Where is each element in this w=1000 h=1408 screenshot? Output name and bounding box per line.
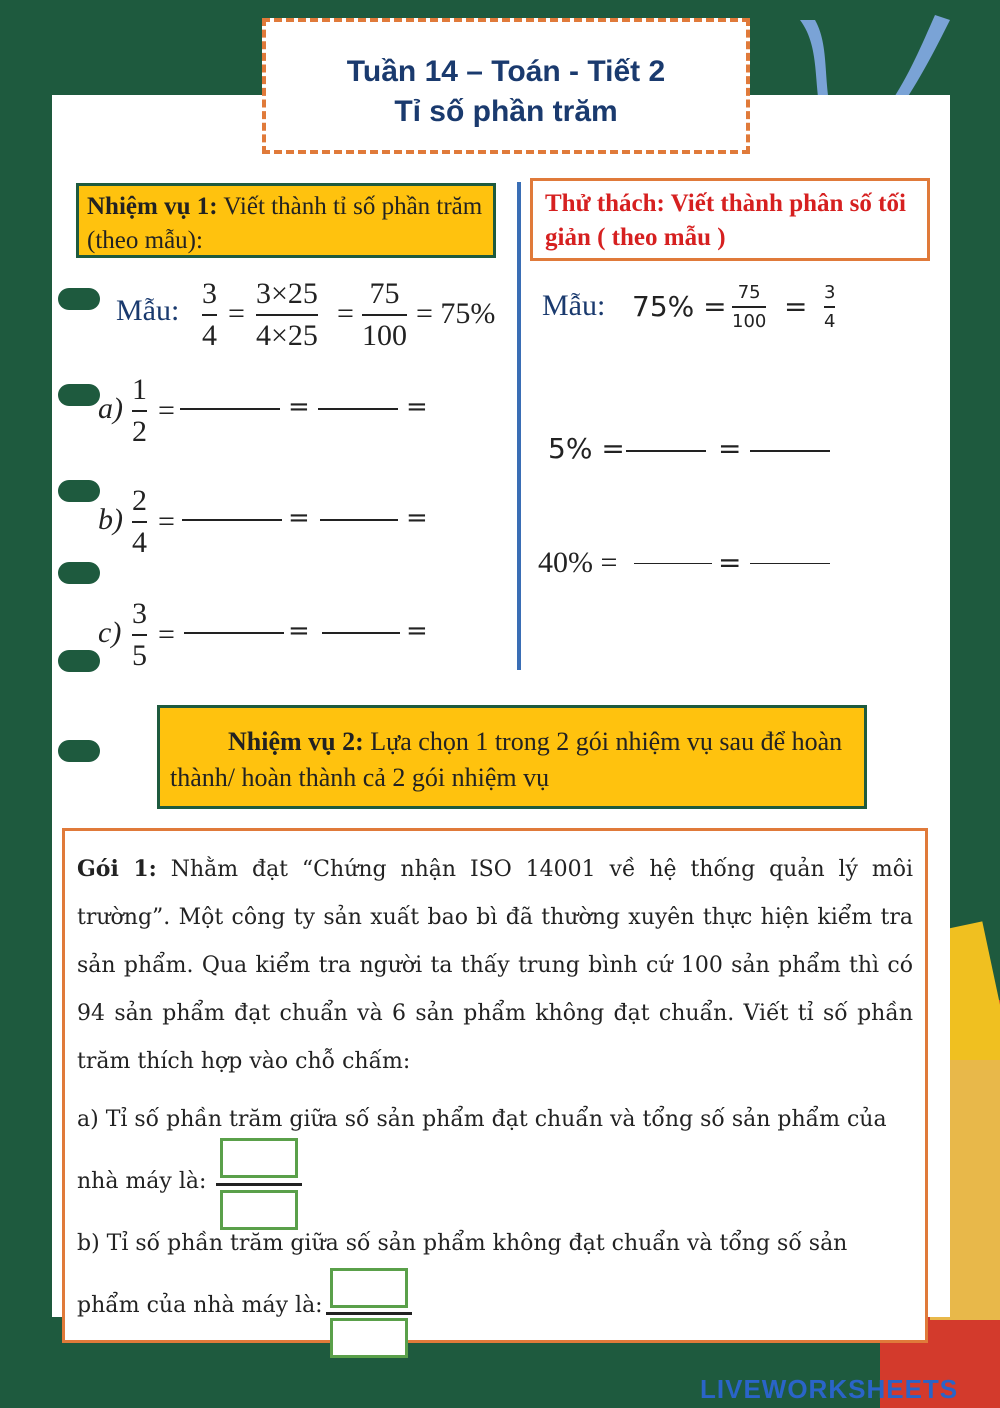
title-line-2: Tỉ số phần trăm (394, 95, 618, 128)
task2-instruction: Lựa chọn 1 trong 2 gói nhiệm vụ sau để hoàn thành/ hoàn thành cả 2 gói nhiệm vụ (170, 727, 843, 792)
challenge-text: Thử thách: Viết thành phân số tối giản ( theo mẫu ) (545, 190, 906, 251)
question-a-line2: nhà máy là: (77, 1169, 207, 1194)
watermark-logo: LIVEWORKSHEETS (700, 1374, 959, 1404)
package1-heading: Gói 1: (77, 856, 157, 882)
example-fraction-1 (202, 277, 217, 353)
challenge-40-percent: 40% = (538, 546, 618, 579)
challenge-example-label: Mẫu: (542, 289, 606, 322)
example-result: = 75% (416, 297, 496, 330)
answer-blank[interactable] (750, 450, 830, 452)
answer-blank[interactable] (750, 563, 830, 564)
fraction-denominator: 4×25 (256, 319, 318, 352)
fraction-numerator: 3 (132, 597, 147, 630)
equals-sign: = (288, 503, 310, 533)
question-a-line1: a) Tỉ số phần trăm giữa số sản phẩm đạt chuẩn và tổng số sản phẩm của (77, 1107, 887, 1132)
fraction-numerator: 3 (824, 282, 836, 303)
binder-hole (58, 288, 100, 310)
exercise-b-label: b) (98, 503, 123, 536)
question-b-line1: b) Tỉ số phần trăm giữa số sản phẩm không đạt chuẩn và tổng số sản (77, 1231, 848, 1256)
answer-blank[interactable] (180, 408, 280, 410)
fraction-numerator: 3 (202, 277, 217, 310)
equals-sign: = (158, 618, 175, 651)
exercise-a-fraction (132, 373, 147, 449)
equals-sign: = (406, 503, 428, 533)
answer-a-fraction-bar (216, 1183, 302, 1186)
fraction-numerator: 75 (737, 282, 761, 303)
answer-b-denominator-box[interactable] (330, 1318, 408, 1358)
package1-box (62, 828, 928, 1343)
answer-b-numerator-box[interactable] (330, 1268, 408, 1308)
answer-blank[interactable] (182, 519, 282, 521)
equals-sign: = (784, 290, 808, 323)
fraction-numerator: 3×25 (256, 277, 318, 310)
challenge-5-percent: 5% = (548, 432, 625, 465)
equals-sign: = (158, 505, 175, 538)
answer-blank[interactable] (626, 450, 706, 452)
answer-blank[interactable] (318, 408, 398, 410)
fraction-denominator: 5 (132, 639, 147, 672)
equals-sign: = (337, 297, 354, 330)
answer-blank[interactable] (320, 519, 398, 521)
challenge-example-fraction-2 (824, 282, 835, 332)
task1-instruction: Viết thành tỉ số phần trăm (theo mẫu): (87, 193, 483, 254)
fraction-denominator: 100 (732, 311, 767, 332)
challenge-example-percent: 75% = (632, 290, 727, 323)
answer-blank[interactable] (634, 563, 712, 564)
exercise-b-fraction (132, 484, 147, 560)
binder-hole (58, 562, 100, 584)
equals-sign: = (288, 392, 310, 422)
example-fraction-3 (362, 277, 407, 353)
answer-a-numerator-box[interactable] (220, 1138, 298, 1178)
fraction-numerator: 2 (132, 484, 147, 517)
binder-hole (58, 384, 100, 406)
challenge-example-fraction-1 (732, 282, 766, 332)
equals-sign: = (288, 616, 310, 646)
binder-hole (58, 650, 100, 672)
example-label: Mẫu: (116, 294, 180, 327)
example-fraction-2 (256, 277, 318, 353)
task1-box (76, 183, 496, 258)
equals-sign: = (406, 392, 428, 422)
answer-a-denominator-box[interactable] (220, 1190, 298, 1230)
fraction-denominator: 4 (824, 311, 836, 332)
equals-sign: = (228, 297, 245, 330)
fraction-denominator: 4 (202, 319, 217, 352)
column-divider (517, 182, 521, 670)
exercise-a-label: a) (98, 392, 123, 425)
title-line-1: Tuần 14 – Toán - Tiết 2 (346, 55, 666, 88)
fraction-denominator: 100 (362, 319, 407, 352)
fraction-numerator: 1 (132, 373, 147, 406)
challenge-box (530, 178, 930, 261)
fraction-denominator: 2 (132, 415, 147, 448)
exercise-c-fraction (132, 597, 147, 673)
page-title (262, 18, 750, 154)
equals-sign: = (718, 546, 742, 579)
task2-heading: Nhiệm vụ 2: (228, 727, 364, 756)
equals-sign: = (158, 394, 175, 427)
task2-box (157, 705, 867, 809)
equals-sign: = (718, 432, 742, 465)
fraction-numerator: 75 (369, 277, 400, 310)
binder-hole (58, 480, 100, 502)
answer-blank[interactable] (322, 632, 400, 634)
fraction-denominator: 4 (132, 526, 147, 559)
task1-heading: Nhiệm vụ 1: (87, 193, 218, 220)
binder-hole (58, 740, 100, 762)
package1-intro: Nhằm đạt “Chứng nhận ISO 14001 về hệ thống quản lý môi trường”. Một công ty sản xuất bao bì đã thường xuyên thực hiện kiểm tra sản phẩm. Qua kiểm tra người ta thấy trung bình cứ 100 sản phẩm thì có 94 sản phẩm đạt chuẩn và 6 sản phẩm không đạt chuẩn. Viết tỉ số phần trăm thích hợp vào chỗ chấm: (77, 857, 913, 1074)
answer-blank[interactable] (184, 632, 284, 634)
question-b-line2: phẩm của nhà máy là: (77, 1293, 323, 1318)
exercise-c-label: c) (98, 616, 122, 649)
answer-b-fraction-bar (326, 1312, 412, 1315)
equals-sign: = (406, 616, 428, 646)
